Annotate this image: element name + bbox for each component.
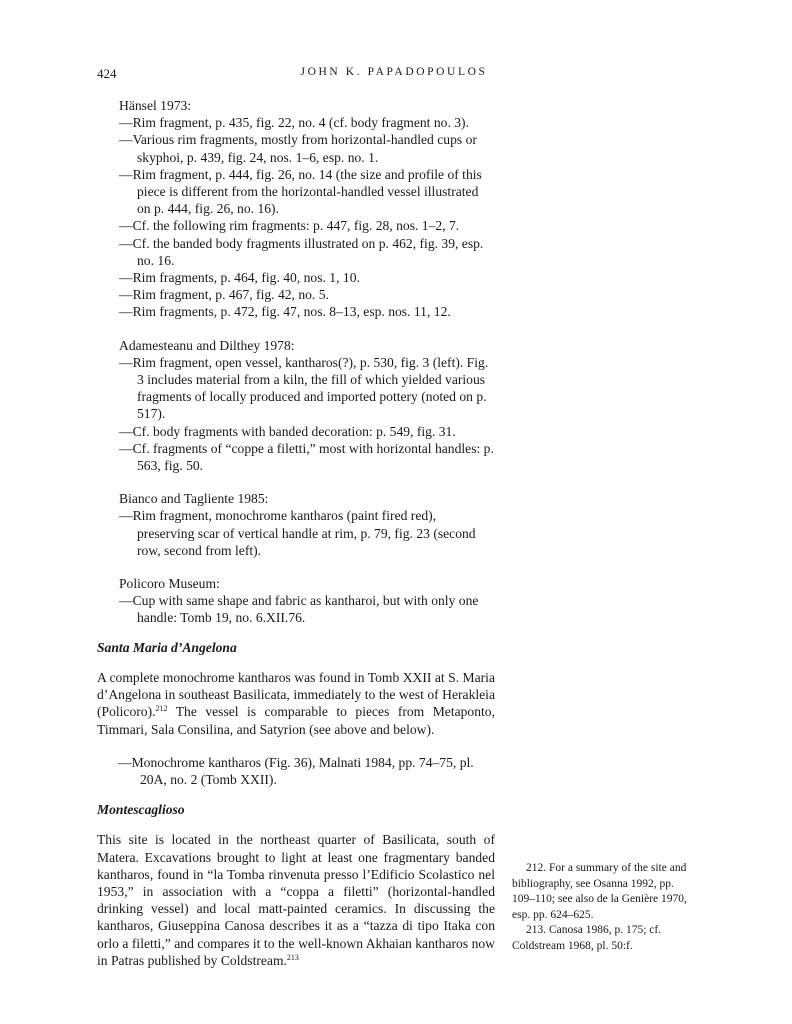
section-heading-santa-maria: Santa Maria d’Angelona (97, 639, 237, 655)
list-item: —Rim fragments, p. 464, fig. 40, nos. 1, 10. (119, 270, 360, 286)
footnote-212: 212. For a summary of the site and bibliography, see Osanna 1992, pp. 109–110; see also de la Genière 1970, esp. pp. 624–625. (512, 862, 687, 921)
list-item: —Cf. fragments of “coppe a filetti,” most with horizontal handles: p. 563, fig. 50. (119, 440, 494, 474)
paragraph-text: The vessel is comparable to pieces from Metaponto, Timmari, Sala Consilina, and Satyrion (see above and below). (97, 704, 495, 737)
list-item: —Rim fragment, p. 435, fig. 22, no. 4 (cf. body fragment no. 3). (119, 115, 469, 131)
list-item: —Rim fragment, monochrome kantharos (paint fired red), preserving scar of vertical handle at rim, p. 79, fig. 23 (second row, second from left). (119, 508, 476, 558)
footnote-213: 213. Canosa 1986, p. 175; cf. Coldstream 1968, pl. 50:f. (512, 924, 662, 952)
list-item: —Rim fragment, p. 444, fig. 26, no. 14 (the size and profile of this piece is different from the horizontal-handled vessel illustrated on p. 444, fig. 26, no. 16). (119, 166, 482, 217)
list-item: —Monochrome kantharos (Fig. 36), Malnati 1984, pp. 74–75, pl. 20A, no. 2 (Tomb XXII). (118, 754, 474, 787)
section-heading-montescaglioso: Montescaglioso (97, 802, 185, 818)
list-item: —Rim fragment, open vessel, kantharos(?), p. 530, fig. 3 (left). Fig. 3 includes material from a kiln, the fill of which yielded various fragments of locally produced and imported pottery (noted on p. 517). (119, 354, 489, 422)
main-text-column (97, 97, 495, 969)
body-paragraph (97, 669, 495, 738)
running-head: JOHN K. PAPADOPOULOS (300, 66, 488, 78)
paragraph-text: This site is located in the northeast quarter of Basilicata, south of Matera. Excavations brought to light at least one fragmentary banded kantharos, found in “la Tomba rinvenuta presso l’Edificio Scolastico nel 1953,” in association with a “coppa a filetti” (horizontal-handled drinking vessel) and local matt-painted ceramics. In discussing the kantharos, Giuseppina Canosa describes it as a “tazza di tipo Itaka con orlo a filetti,” and compares it to the well-known Akhaian kantharos now in Patras published by Coldstream. (97, 832, 495, 968)
reference-group-hansel (97, 97, 495, 321)
page-number: 424 (97, 66, 117, 81)
list-item: —Rim fragments, p. 472, fig. 47, nos. 8–13, esp. nos. 11, 12. (119, 304, 451, 320)
reference-group-bianco (97, 490, 495, 559)
list-item: —Various rim fragments, mostly from horizontal-handled cups or skyphoi, p. 439, fig. 24, nos. 1–6, esp. no. 1. (119, 132, 477, 165)
group-title: Adamesteanu and Dilthey 1978: (119, 337, 295, 353)
page-header (97, 66, 691, 84)
footnotes (512, 861, 694, 955)
footnote-ref: 212 (155, 704, 168, 714)
list-item: —Cup with same shape and fabric as kantharoi, but with only one handle: Tomb 19, no. 6.XII.76. (119, 593, 479, 626)
group-title: Hänsel 1973: (119, 98, 192, 113)
group-title: Bianco and Tagliente 1985: (119, 491, 269, 507)
list-item: —Cf. the following rim fragments: p. 447, fig. 28, nos. 1–2, 7. (119, 218, 460, 234)
reference-group-adamesteanu (97, 337, 495, 475)
footnote-ref: 213 (286, 952, 299, 962)
list-item: —Cf. body fragments with banded decoration: p. 549, fig. 31. (119, 423, 456, 439)
list-item: —Cf. the banded body fragments illustrated on p. 462, fig. 39, esp. no. 16. (119, 235, 484, 268)
body-paragraph (97, 831, 495, 969)
group-title: Policoro Museum: (119, 576, 220, 592)
reference-group-policoro (97, 575, 495, 627)
list-item: —Rim fragment, p. 467, fig. 42, no. 5. (119, 287, 329, 303)
paragraph-text: A complete monochrome kantharos was found in Tomb XXII at S. Maria d’Angelona in southeast Basilicata, immediately to the west of Herakleia (Policoro). (97, 669, 495, 720)
